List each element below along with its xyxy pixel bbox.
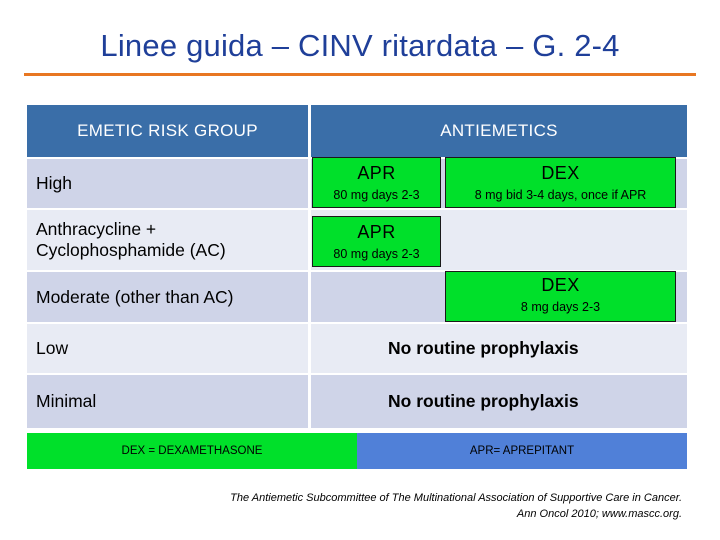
citation-line-1: The Antiemetic Subcommittee of The Multinational Association of Supportive Care in Cancer. — [230, 492, 682, 504]
moderate-dex-box — [445, 271, 676, 322]
row-label-moderate: Moderate (other than AC) — [27, 272, 308, 322]
header-risk-group: EMETIC RISK GROUP — [27, 105, 308, 157]
drug-name: APR — [357, 163, 396, 183]
drug-dose: 80 mg days 2-3 — [333, 188, 420, 202]
header-antiemetics: ANTIEMETICS — [311, 105, 687, 157]
legend-dex: DEX = DEXAMETHASONE — [27, 433, 357, 469]
drug-name: DEX — [541, 163, 580, 183]
row-label-high: High — [27, 159, 308, 208]
high-apr-box — [312, 157, 441, 208]
drug-dose: 8 mg bid 3-4 days, once if APR — [474, 188, 647, 202]
drug-dose: 8 mg days 2-3 — [520, 300, 601, 314]
ac-apr-box — [312, 216, 441, 267]
row-label-ac: Anthracycline + Cyclophosphamide (AC) — [27, 210, 308, 270]
citation — [230, 490, 682, 522]
row-text-minimal: No routine prophylaxis — [311, 375, 687, 428]
title-underline — [24, 73, 696, 76]
slide-title: Linee guida – CINV ritardata – G. 2-4 — [100, 28, 620, 63]
drug-name: APR — [357, 222, 396, 242]
drug-dose: 80 mg days 2-3 — [333, 247, 420, 261]
row-text-low: No routine prophylaxis — [311, 324, 687, 373]
row-label-low: Low — [27, 324, 308, 373]
high-dex-box — [445, 157, 676, 208]
citation-line-2: Ann Oncol 2010; www.mascc.org. — [516, 508, 682, 520]
legend-apr: APR= APREPITANT — [357, 433, 687, 469]
row-label-minimal: Minimal — [27, 375, 308, 428]
drug-name: DEX — [541, 275, 580, 295]
